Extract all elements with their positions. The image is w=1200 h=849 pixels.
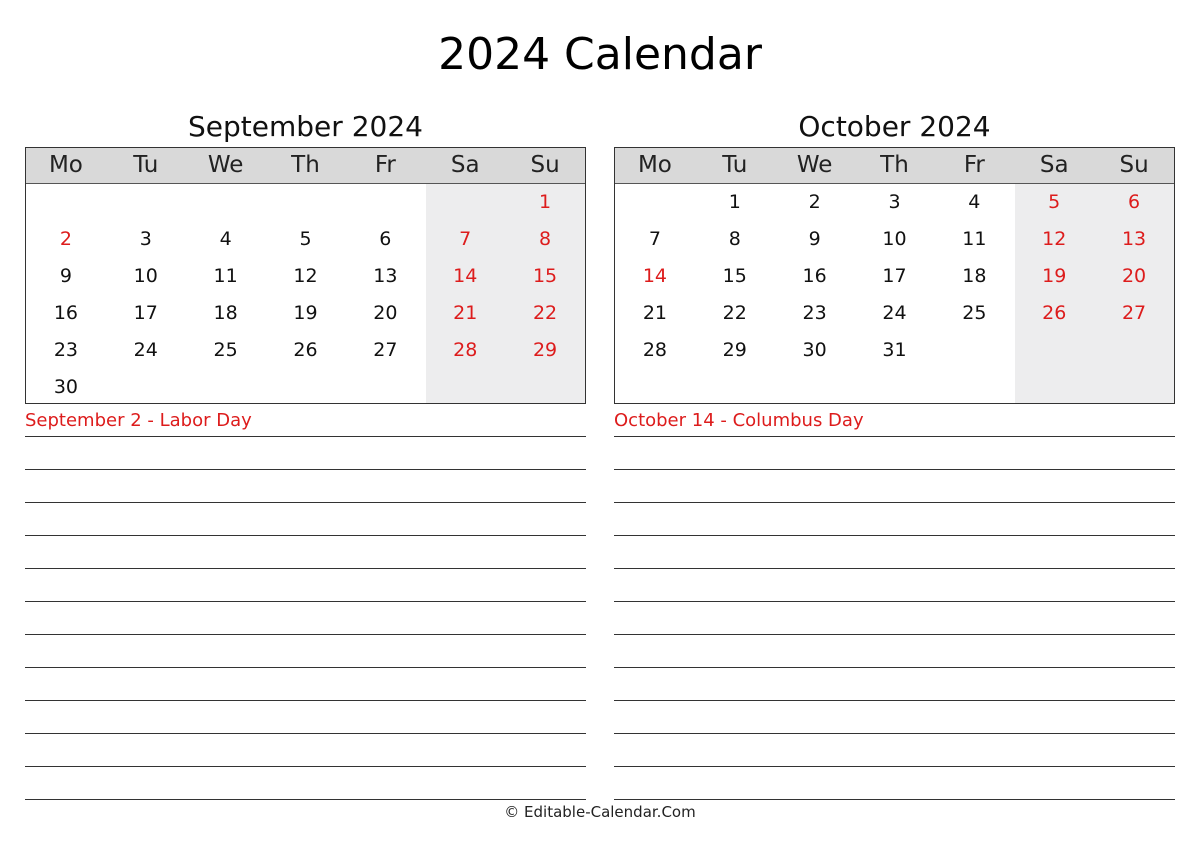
- day-cell: 9: [808, 228, 821, 250]
- note-line: [614, 602, 1175, 635]
- month-grid: [614, 147, 1175, 404]
- empty-day-cell: [345, 184, 425, 221]
- day-cell: 8: [539, 228, 552, 250]
- footer-credit: © Editable-Calendar.Com: [504, 803, 696, 821]
- month-september: [25, 108, 586, 800]
- day-cell: 11: [213, 265, 238, 287]
- weekday-header: We: [796, 152, 833, 178]
- day-cell: 30: [802, 339, 827, 361]
- day-cell: 17: [882, 265, 907, 287]
- day-cell: 18: [962, 265, 987, 287]
- note-line: [614, 536, 1175, 569]
- day-cell: 19: [1042, 265, 1067, 287]
- month-grid: [25, 147, 586, 404]
- note-line: [25, 437, 586, 470]
- note-line: [614, 635, 1175, 668]
- empty-day-cell: [1014, 369, 1094, 406]
- day-cell: 4: [968, 191, 981, 213]
- weekday-header: Mo: [637, 152, 672, 178]
- empty-day-cell: [934, 332, 1014, 369]
- weekday-header: Su: [530, 152, 560, 178]
- month-october: [614, 108, 1175, 800]
- day-cell: 13: [373, 265, 398, 287]
- empty-day-cell: [186, 369, 266, 406]
- empty-day-cell: [1014, 332, 1094, 369]
- note-line: [25, 536, 586, 569]
- empty-day-cell: [695, 369, 775, 406]
- note-line: [614, 503, 1175, 536]
- day-cell: 24: [882, 302, 907, 324]
- day-cell: 5: [1048, 191, 1061, 213]
- empty-day-cell: [775, 369, 855, 406]
- note-line: [25, 569, 586, 602]
- empty-day-cell: [1094, 332, 1174, 369]
- days-grid: [615, 184, 1174, 406]
- day-cell: 20: [373, 302, 398, 324]
- empty-day-cell: [425, 369, 505, 406]
- empty-day-cell: [266, 369, 346, 406]
- day-cell: 2: [808, 191, 821, 213]
- day-cell: 30: [53, 376, 79, 398]
- day-cell: 24: [133, 339, 158, 361]
- weekday-header: Fr: [963, 152, 985, 178]
- day-cell: 8: [728, 228, 741, 250]
- note-line: [614, 668, 1175, 701]
- day-cell: 29: [532, 339, 558, 361]
- empty-day-cell: [934, 369, 1014, 406]
- day-cell: 12: [293, 265, 318, 287]
- page-title: 2024 Calendar: [438, 29, 762, 80]
- day-cell: 15: [722, 265, 747, 287]
- weekday-header-row: [615, 148, 1174, 184]
- day-cell: 6: [379, 228, 392, 250]
- weekday-header: Sa: [1039, 152, 1069, 178]
- holiday-note: October 14 - Columbus Day: [614, 406, 1175, 437]
- month-title: September 2024: [188, 110, 423, 143]
- weekday-header: Tu: [722, 152, 748, 178]
- day-cell: 25: [213, 339, 238, 361]
- day-cell: 14: [642, 265, 668, 287]
- day-cell: 16: [802, 265, 827, 287]
- day-cell: 13: [1121, 228, 1147, 250]
- day-cell: 10: [882, 228, 907, 250]
- note-line: [614, 734, 1175, 767]
- weekday-header-row: [26, 148, 585, 184]
- notes-lines: [25, 437, 586, 800]
- empty-day-cell: [106, 184, 186, 221]
- day-cell: 21: [642, 302, 668, 324]
- note-line: [25, 668, 586, 701]
- empty-day-cell: [186, 184, 266, 221]
- weekday-header: Th: [880, 152, 909, 178]
- day-cell: 20: [1121, 265, 1147, 287]
- note-line: [25, 602, 586, 635]
- empty-day-cell: [266, 184, 346, 221]
- day-cell: 29: [722, 339, 747, 361]
- day-cell: 16: [53, 302, 79, 324]
- day-cell: 22: [532, 302, 558, 324]
- empty-day-cell: [345, 369, 425, 406]
- day-cell: 7: [648, 228, 661, 250]
- day-cell: 1: [539, 191, 552, 213]
- day-cell: 31: [882, 339, 907, 361]
- day-cell: 3: [139, 228, 152, 250]
- note-line: [25, 767, 586, 800]
- day-cell: 4: [219, 228, 232, 250]
- holiday-note: September 2 - Labor Day: [25, 406, 586, 437]
- weekday-header: Sa: [450, 152, 480, 178]
- empty-day-cell: [615, 184, 695, 221]
- day-cell: 26: [293, 339, 318, 361]
- day-cell: 11: [962, 228, 987, 250]
- note-line: [25, 503, 586, 536]
- day-cell: 22: [722, 302, 747, 324]
- notes-lines: [614, 437, 1175, 800]
- empty-day-cell: [26, 184, 106, 221]
- empty-day-cell: [425, 184, 505, 221]
- note-line: [614, 701, 1175, 734]
- day-cell: 1: [728, 191, 741, 213]
- day-cell: 5: [299, 228, 312, 250]
- day-cell: 9: [59, 265, 72, 287]
- day-cell: 10: [133, 265, 158, 287]
- note-line: [614, 470, 1175, 503]
- day-cell: 12: [1042, 228, 1067, 250]
- day-cell: 6: [1128, 191, 1141, 213]
- day-cell: 15: [532, 265, 558, 287]
- month-title: October 2024: [798, 110, 991, 143]
- weekday-header: Fr: [374, 152, 396, 178]
- day-cell: 3: [888, 191, 901, 213]
- weekday-header: We: [207, 152, 244, 178]
- empty-day-cell: [106, 369, 186, 406]
- day-cell: 19: [293, 302, 318, 324]
- empty-day-cell: [855, 369, 935, 406]
- weekday-header: Tu: [133, 152, 159, 178]
- day-cell: 14: [453, 265, 478, 287]
- day-cell: 7: [459, 228, 472, 250]
- weekday-header: Su: [1119, 152, 1149, 178]
- day-cell: 25: [962, 302, 987, 324]
- note-line: [614, 437, 1175, 470]
- day-cell: 26: [1042, 302, 1067, 324]
- empty-day-cell: [505, 369, 585, 406]
- day-cell: 2: [59, 228, 72, 250]
- weekday-header: Mo: [48, 152, 83, 178]
- note-line: [25, 734, 586, 767]
- empty-day-cell: [1094, 369, 1174, 406]
- note-line: [25, 470, 586, 503]
- weekday-header: Th: [291, 152, 320, 178]
- day-cell: 27: [373, 339, 398, 361]
- day-cell: 28: [453, 339, 478, 361]
- note-line: [614, 767, 1175, 800]
- day-cell: 17: [133, 302, 158, 324]
- day-cell: 21: [453, 302, 478, 324]
- days-grid: [26, 184, 585, 406]
- day-cell: 18: [213, 302, 238, 324]
- day-cell: 28: [642, 339, 668, 361]
- note-line: [614, 569, 1175, 602]
- note-line: [25, 701, 586, 734]
- note-line: [25, 635, 586, 668]
- day-cell: 23: [53, 339, 79, 361]
- day-cell: 23: [802, 302, 827, 324]
- empty-day-cell: [615, 369, 695, 406]
- day-cell: 27: [1121, 302, 1147, 324]
